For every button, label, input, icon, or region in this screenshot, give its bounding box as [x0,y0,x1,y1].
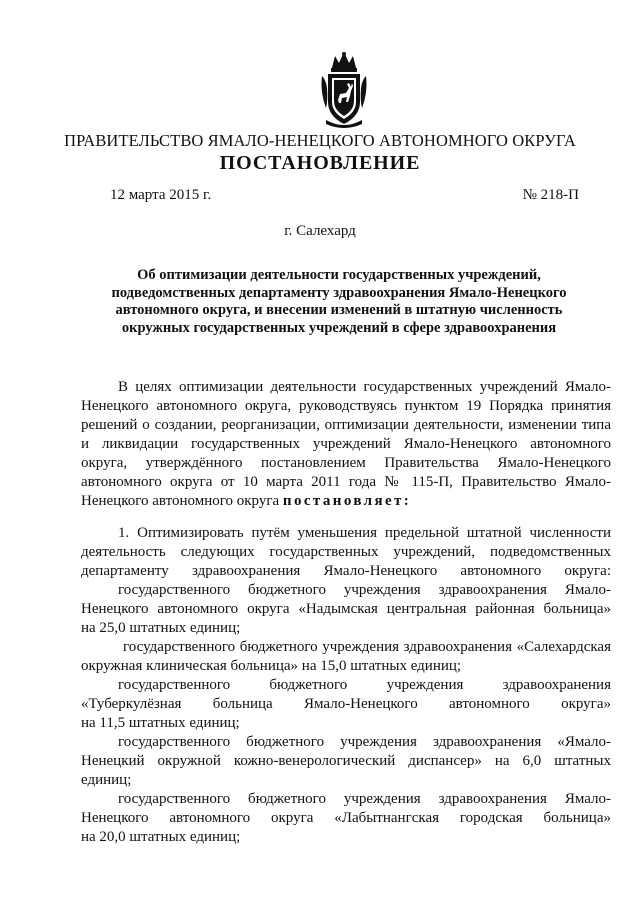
institution-line: на 11,5 штатных единиц; [81,715,240,731]
document-city: г. Салехард [284,223,356,239]
institution-line: окружная клиническая больница» на 15,0 штатных единиц; [81,658,462,674]
title-line: Об оптимизации деятельности государственных учреждений, [137,267,541,283]
institution-line: единиц; [81,772,132,788]
item-line: деятельность следующих государственных учреждений, подведомственных [81,544,611,560]
institution-line: государственного бюджетного учреждения здравоохранения «Салехардская [123,639,611,655]
institution-line: государственного бюджетного учреждения здравоохранения Ямало- [118,791,611,807]
institution-line: «Туберкулёзная больница Ямало-Ненецкого автономного округа» [81,696,611,712]
document-title [80,267,598,337]
item-line: департаменту здравоохранения Ямало-Ненецкого автономного округа: [81,563,611,579]
institution-line: государственного бюджетного учреждения здравоохранения «Ямало- [118,734,611,750]
institution-line: государственного бюджетного учреждения здравоохранения Ямало- [118,582,611,598]
coat-of-arms-icon [318,50,370,130]
preamble-line: решений о создании, реорганизации, оптимизации деятельности, изменении типа [81,417,611,433]
document-number: № 218-П [522,187,579,203]
preamble-line: округа, утверждённого постановлением Правительства Ямало-Ненецкого [81,455,611,471]
title-line: окружных государственных учреждений в сфере здравоохранения [121,319,557,336]
preamble-prefix: Ненецкого автономного округа [81,493,280,509]
preamble-line: В целях оптимизации деятельности государственных учреждений Ямало- [118,379,611,395]
institution-line: государственного бюджетного учреждения здравоохранения [118,677,611,693]
document-date: 12 марта 2015 г. [110,187,212,203]
institution-line: Ненецкого автономного округа «Надымская центральная районная больница» [81,601,611,617]
preamble-line: Ненецкого автономного округа, руководствуясь пунктом 19 Порядка принятия [81,398,611,414]
institution-line: Ненецкого автономного округа «Лабытнангская городская больница» [81,810,611,826]
preamble-last-line [81,492,611,510]
preamble-line: и ликвидации государственных учреждений Ямало-Ненецкого автономного [81,436,611,452]
resolves-word: постановляет: [282,493,412,509]
institution-line: на 20,0 штатных единиц; [81,829,241,845]
title-line: автономного округа, и внесении изменений в штатную численность [115,302,563,318]
government-name: ПРАВИТЕЛЬСТВО ЯМАЛО-НЕНЕЦКОГО АВТОНОМНОГО ОКРУГА [64,131,576,150]
title-line: подведомственных департаменту здравоохранения Ямало-Ненецкого [111,284,567,301]
item-line: 1. Оптимизировать путём уменьшения предельной штатной численности [118,525,611,541]
document-type: ПОСТАНОВЛЕНИЕ [219,152,421,174]
preamble-line: автономного округа от 10 марта 2011 года № 115-П, Правительство Ямало- [81,474,611,490]
institution-line: на 25,0 штатных единиц; [81,620,241,636]
institution-line: Ненецкий окружной кожно-венерологический диспансер» на 6,0 штатных [81,753,611,769]
